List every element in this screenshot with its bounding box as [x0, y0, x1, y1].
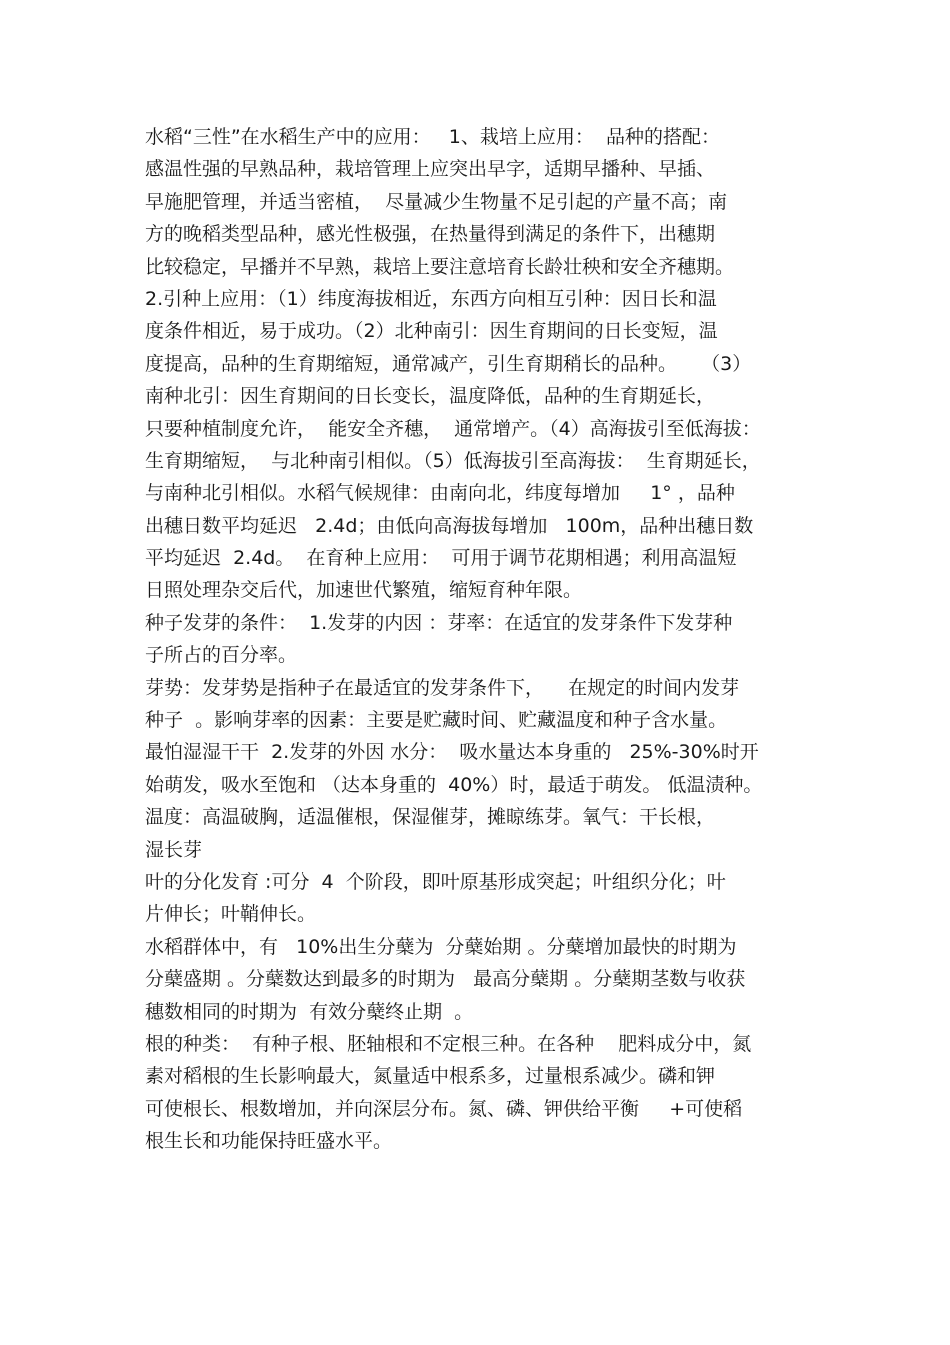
text-line: 度提高，品种的生育期缩短，通常减产，引生育期稍长的品种。 （3） — [145, 352, 752, 375]
text-line: 日照处理杂交后代，加速世代繁殖，缩短育种年限。 — [145, 579, 583, 602]
text-line: 水稻“三性”在水稻生产中的应用： 1、栽培上应用： 品种的搭配： — [145, 126, 720, 148]
text-line: 种子发芽的条件： 1.发芽的内因 ：芽率：在适宜的发芽条件下发芽种 — [145, 611, 733, 634]
text-line: 比较稳定，早播并不早熟，栽培上要注意培育长龄壮秧和安全齐穗期。 — [145, 255, 735, 278]
text-line: 片伸长；叶鞘伸长。 — [145, 903, 317, 926]
text-line: 早施肥管理，并适当密植， 尽量减少生物量不足引起的产量不高；南 — [145, 190, 728, 213]
text-line: 方的晚稻类型品种，感光性极强，在热量得到满足的条件下，出穗期 — [145, 223, 716, 246]
text-line: 可使根长、根数增加，并向深层分布。氮、磷、钾供给平衡 +可使稻 — [145, 1097, 743, 1120]
text-line: 只要种植制度允许， 能安全齐穗， 通常增产。（4）高海拔引至低海拔： — [145, 417, 761, 440]
text-line: 温度：高温破胸，适温催根，保湿催芽，摊晾练芽。氧气：干长根， — [145, 806, 716, 829]
text-line: 度条件相近，易于成功。（2）北种南引：因生育期间的日长变短，温 — [145, 320, 718, 343]
text-line: 与南种北引相似。水稻气候规律：由南向北，纬度每增加 1° ，品种 — [145, 482, 735, 505]
text-line: 2.引种上应用：（1）纬度海拔相近，东西方向相互引种：因日长和温 — [145, 287, 717, 310]
document-body — [145, 121, 815, 1158]
text-line: 素对稻根的生长影响最大，氮量适中根系多，过量根系减少。磷和钾 — [145, 1065, 716, 1088]
text-line: 根生长和功能保持旺盛水平。 — [145, 1130, 393, 1153]
text-line: 湿长芽 — [145, 838, 203, 861]
text-line: 根的种类： 有种子根、胚轴根和不定根三种。在各种 肥料成分中，氮 — [145, 1032, 752, 1055]
text-line: 南种北引：因生育期间的日长变长，温度降低，品种的生育期延长， — [145, 385, 716, 408]
text-line: 生育期缩短， 与北种南引相似。（5）低海拔引至高海拔： 生育期延长， — [145, 449, 761, 472]
text-line: 穗数相同的时期为 有效分蘖终止期 。 — [145, 1000, 474, 1023]
text-line: 叶的分化发育 :可分 4 个阶段，即叶原基形成突起；叶组织分化；叶 — [145, 870, 726, 893]
text-line: 子所占的百分率。 — [145, 644, 298, 667]
text-line: 分蘖盛期 。分蘖数达到最多的时期为 最高分蘖期 。分蘖期茎数与收获 — [145, 968, 746, 991]
text-line: 芽势：发芽势是指种子在最适宜的发芽条件下， 在规定的时间内发芽 — [145, 676, 740, 699]
text-line: 平均延迟 2.4d。 在育种上应用： 可用于调节花期相遇；利用高温短 — [145, 547, 737, 570]
text-line: 出穗日数平均延迟 2.4d；由低向高海拔每增加 100m，品种出穗日数 — [145, 514, 754, 537]
text-line: 水稻群体中，有 10%出生分蘖为 分蘖始期 。分蘖增加最快的时期为 — [145, 935, 737, 958]
text-line: 始萌发，吸水至饱和 （达本身重的 40%）时，最适于萌发。 低温渍种。 — [145, 773, 763, 796]
text-line: 感温性强的早熟品种，栽培管理上应突出早字，适期早播种、早插、 — [145, 158, 716, 181]
text-line: 种子 。影响芽率的因素：主要是贮藏时间、贮藏温度和种子含水量。 — [145, 709, 728, 732]
text-line: 最怕湿湿干干 2.发芽的外因 水分： 吸水量达本身重的 25%-30%时开 — [145, 741, 759, 764]
